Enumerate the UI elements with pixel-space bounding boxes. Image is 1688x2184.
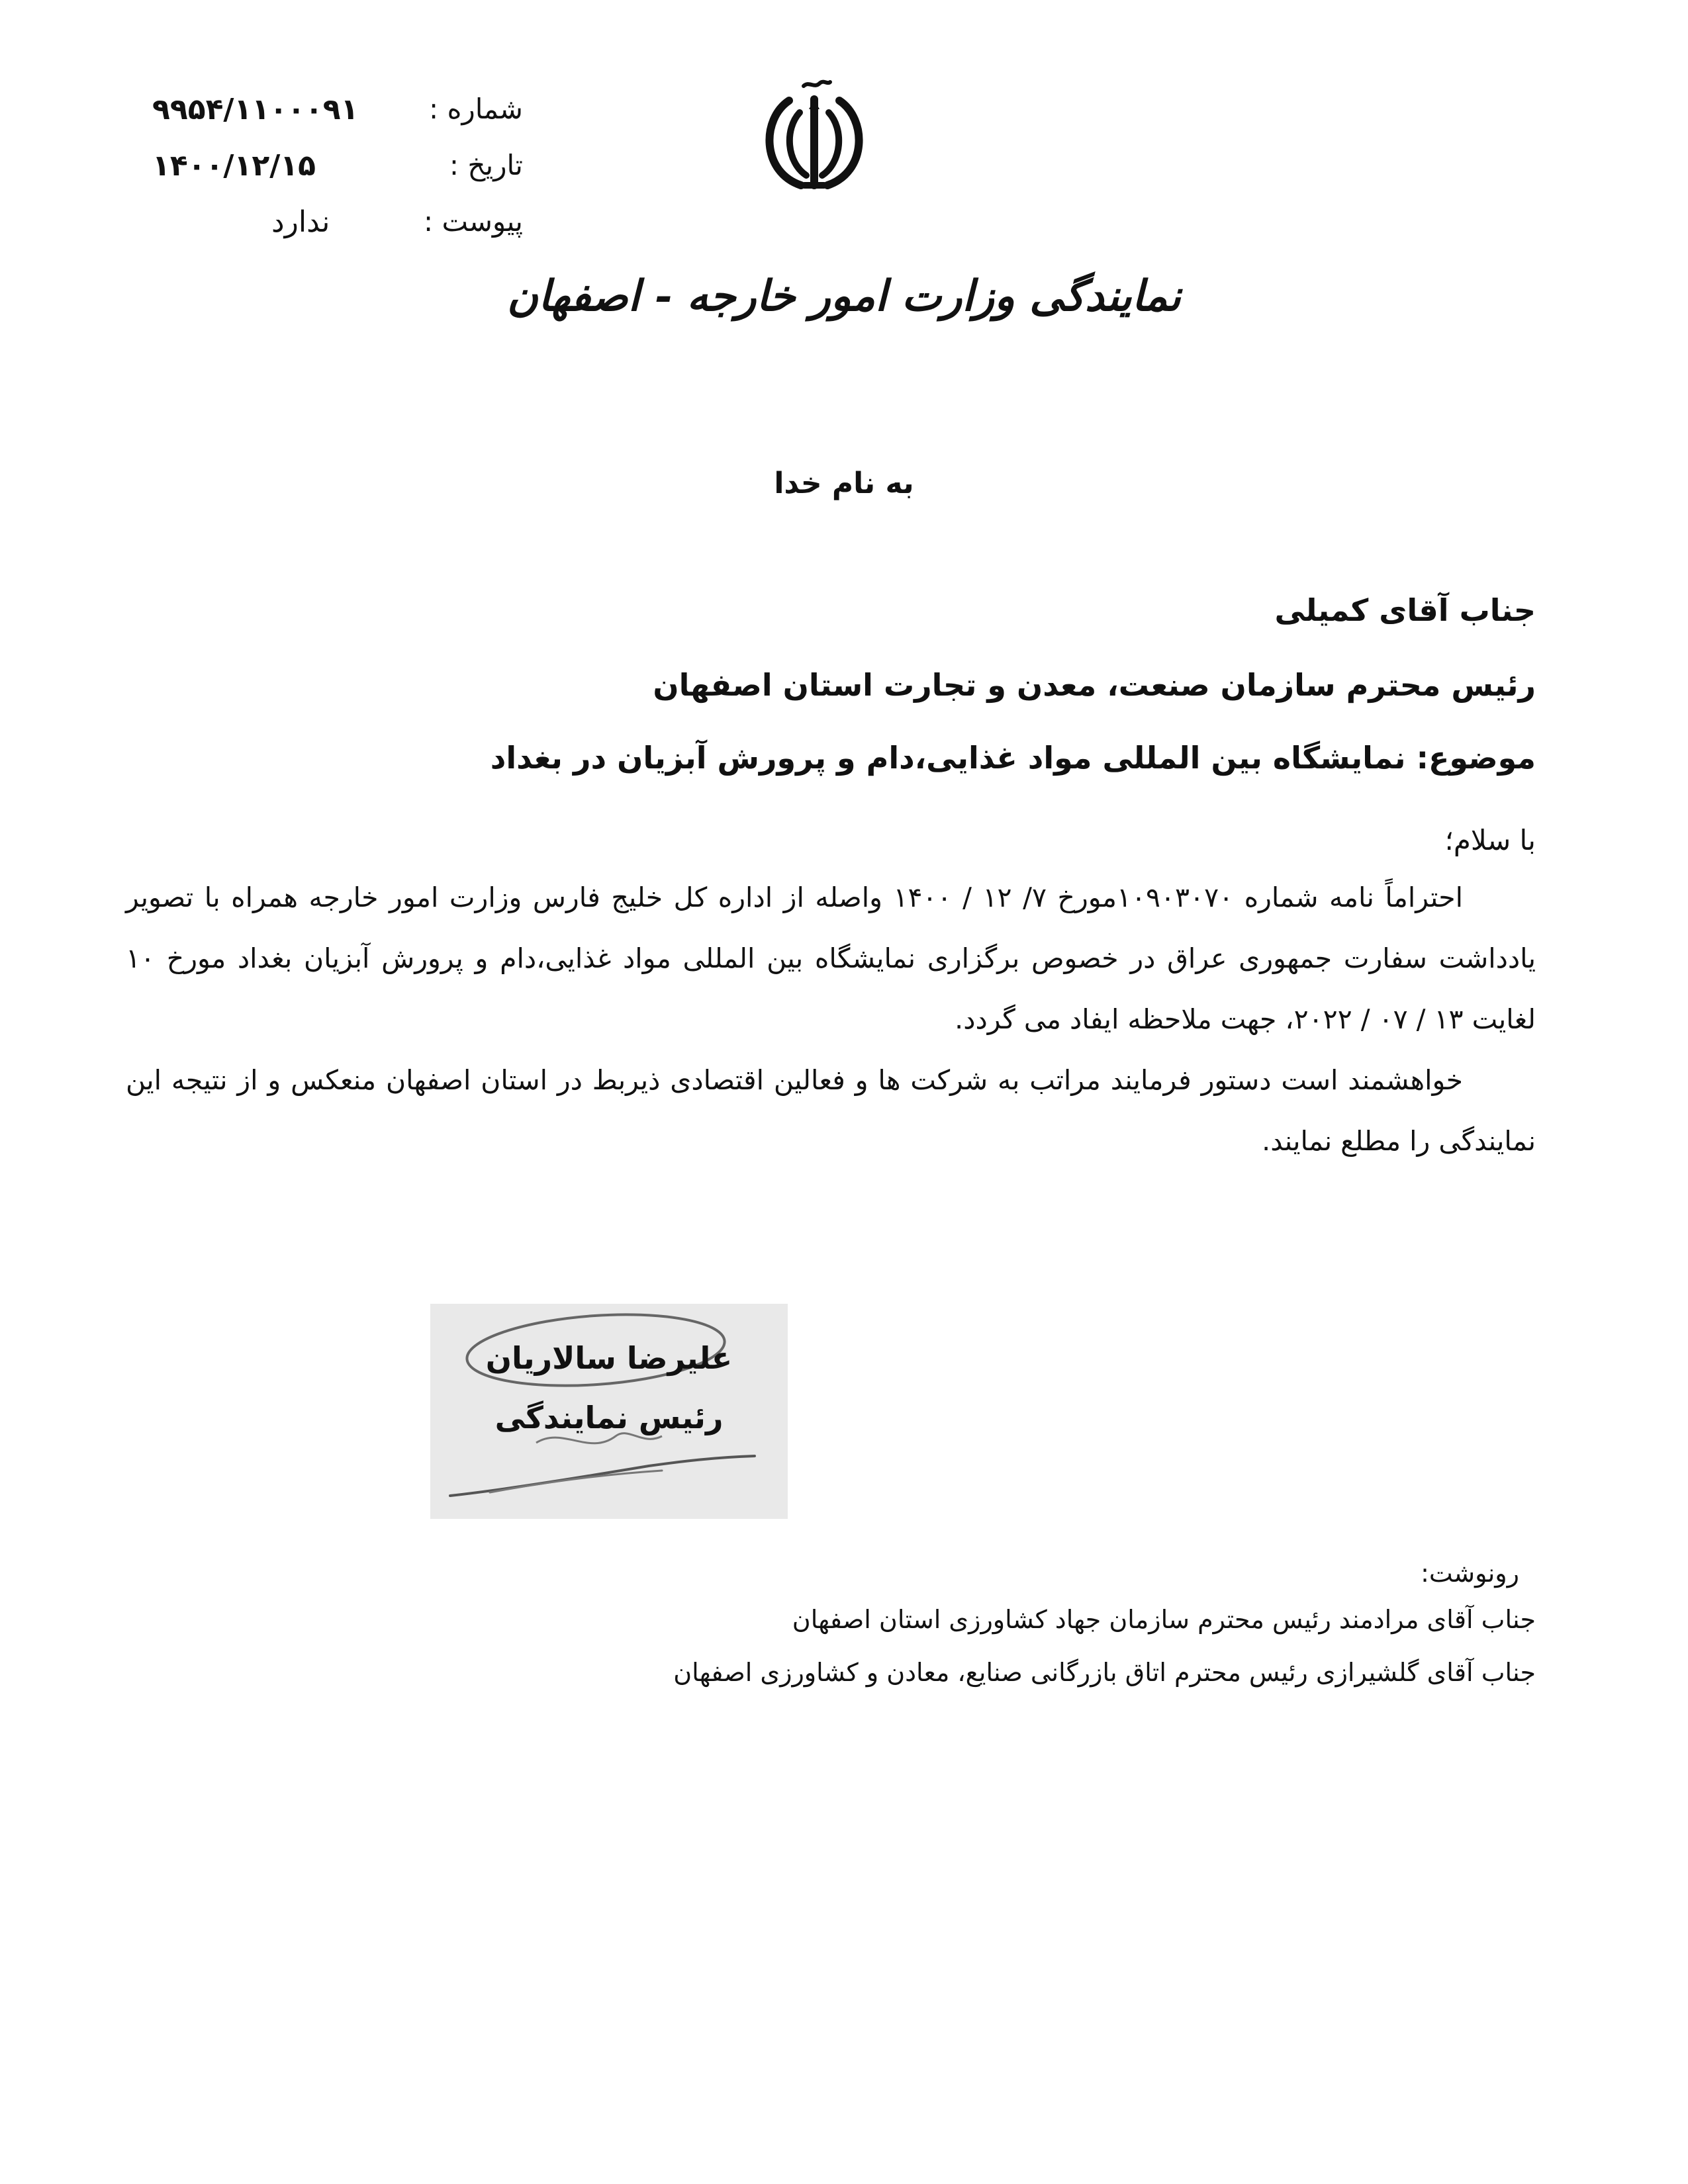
cc-recipient-1: جناب آقای مرادمند رئیس محترم سازمان جهاد کشاورزی استان اصفهان xyxy=(792,1605,1536,1634)
letter-number-value: ۹۹۵۴/۱۱۰۰۰۹۱ xyxy=(152,93,359,126)
letter-number-row xyxy=(113,93,523,139)
letter-body xyxy=(126,867,1536,1171)
body-paragraph-1: احتراماً نامه شماره ۱۰۹۰۳۰۷۰مورخ ۷/ ۱۲ / ۱۴۰۰ واصله از اداره کل خلیج فارس وزارت امور خارجه همراه با تصویر یادداشت سفارت جمهوری عراق در خصوص برگزاری نمایشگاه بین المللی مواد غذایی،دام و پرورش آبزیان بغداد مورخ ۱۰ لغایت ۱۳ / ۰۷ / ۲۰۲۲، جهت ملاحظه ایفاد می گردد. xyxy=(126,882,1536,1035)
body-paragraph-2: خواهشمند است دستور فرمایند مراتب به شرکت ها و فعالین اقتصادی ذیربط در استان اصفهان منعکس و از نتیجه این نمایندگی را مطلع نمایند. xyxy=(126,1064,1536,1157)
iran-emblem-icon xyxy=(748,73,880,199)
signature-stamp xyxy=(430,1304,788,1519)
letter-date-label: تاریخ : xyxy=(449,149,523,181)
letter-date-value: ۱۴۰۰/۱۲/۱۵ xyxy=(152,149,316,183)
letter-subject: موضوع: نمایشگاه بین المللی مواد غذایی،دام و پرورش آبزیان در بغداد xyxy=(490,740,1536,776)
letter-attachment-label: پیوست : xyxy=(424,205,523,238)
cc-recipient-2: جناب آقای گلشیرازی رئیس محترم اتاق بازرگانی صنایع، معادن و کشاورزی اصفهان xyxy=(673,1658,1536,1687)
letter-number-label: شماره : xyxy=(428,93,523,125)
letter-attachment-value: ندارد xyxy=(271,205,330,239)
letter-date-row xyxy=(113,149,523,195)
greeting: با سلام؛ xyxy=(1444,824,1536,856)
basmala-heading: به نام خدا xyxy=(774,467,914,500)
signatory-name: علیرضا سالاریان xyxy=(485,1340,733,1376)
addressee-name: جناب آقای کمیلی xyxy=(1274,592,1536,628)
cc-label: رونوشت: xyxy=(1421,1559,1519,1588)
addressee-position: رئیس محترم سازمان صنعت، معدن و تجارت استان اصفهان xyxy=(653,667,1536,703)
signatory-title: رئیس نمایندگی xyxy=(494,1400,724,1435)
organization-title: نمایندگی وزارت امور خارجه - اصفهان xyxy=(507,271,1181,321)
letter-attachment-row xyxy=(113,205,523,251)
